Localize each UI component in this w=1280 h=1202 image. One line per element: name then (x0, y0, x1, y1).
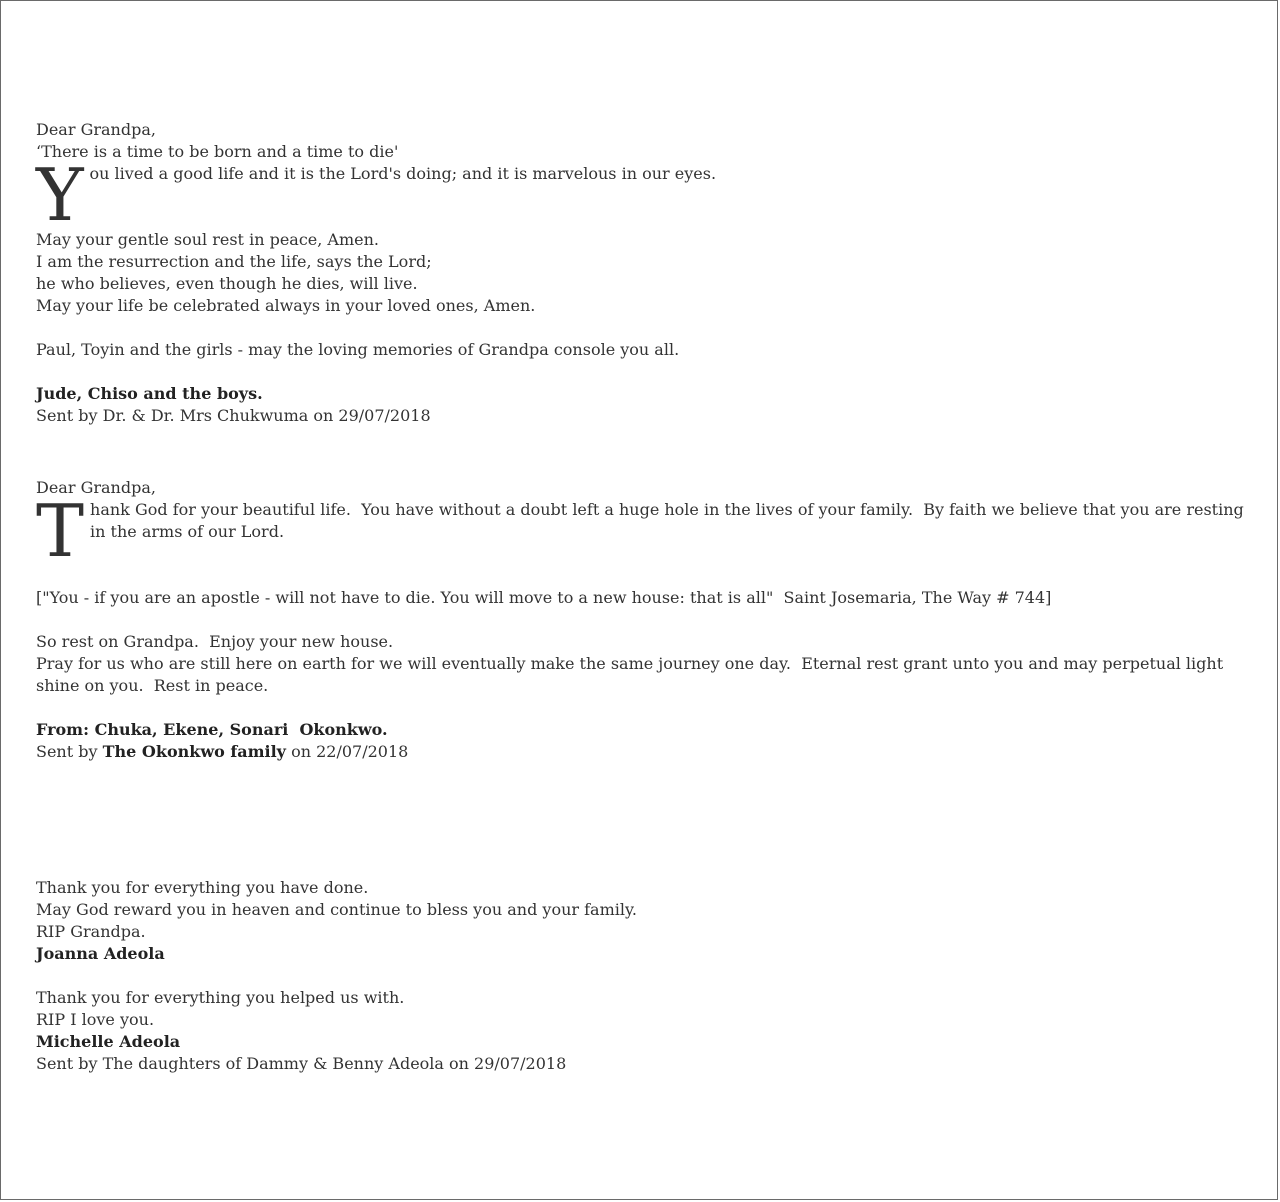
sent-by (36, 741, 1251, 763)
message-2 (36, 477, 1251, 763)
message-3 (36, 877, 1251, 1075)
message-line: Thank you for everything you have done. (36, 878, 369, 897)
sent-by-prefix: Sent by (36, 742, 103, 761)
sent-by: Sent by Dr. & Dr. Mrs Chukwuma on 29/07/2018 (36, 406, 431, 425)
message-line: RIP Grandpa. (36, 922, 146, 941)
message-line: he who believes, even though he dies, will live. (36, 274, 418, 293)
greeting: Dear Grandpa, (36, 120, 156, 139)
dropcap-paragraph (36, 153, 1251, 237)
message-line: May your life be celebrated always in your loved ones, Amen. (36, 296, 536, 315)
message-note: Paul, Toyin and the girls - may the loving memories of Grandpa console you all. (36, 340, 680, 359)
quote: ‘There is a time to be born and a time to die' (36, 142, 399, 161)
message-line: May your gentle soul rest in peace, Amen. (36, 230, 380, 249)
dropcap-letter: T (36, 489, 85, 573)
signature: Joanna Adeola (36, 944, 165, 963)
sent-by: Sent by The daughters of Dammy & Benny Adeola on 29/07/2018 (36, 1054, 567, 1073)
message-line: May God reward you in heaven and continue to bless you and your family. (36, 900, 637, 919)
quote: ["You - if you are an apostle - will not have to die. You will move to a new house: that is all" Saint Josemaria, The Way # 744] (36, 588, 1052, 607)
message-line: Thank you for everything you helped us with. (36, 988, 405, 1007)
signature: Michelle Adeola (36, 1032, 181, 1051)
dropcap-text: hank God for your beautiful life. You have without a doubt left a huge hole in the lives of your family. By faith we believe that you are resting in the arms of our Lord. (90, 500, 1249, 541)
dropcap-paragraph (36, 489, 1251, 573)
signature: Jude, Chiso and the boys. (36, 384, 263, 403)
sent-by-suffix: on 22/07/2018 (285, 742, 409, 761)
dropcap-letter: Y (36, 153, 84, 237)
signature: From: Chuka, Ekene, Sonari Okonkwo. (36, 720, 388, 739)
message-line: So rest on Grandpa. Enjoy your new house. (36, 632, 394, 651)
message-line: Pray for us who are still here on earth for we will eventually make the same journey one day. Eternal rest grant unto you and may perpetual light shine on you. Rest in peace. (36, 654, 1229, 695)
message-line: RIP I love you. (36, 1010, 155, 1029)
message-line: I am the resurrection and the life, says the Lord; (36, 252, 432, 271)
message-1 (36, 119, 1251, 427)
sent-by-name: The Okonkwo family (102, 742, 286, 761)
dropcap-text: ou lived a good life and it is the Lord's doing; and it is marvelous in our eyes. (89, 164, 717, 183)
greeting: Dear Grandpa, (36, 478, 156, 497)
